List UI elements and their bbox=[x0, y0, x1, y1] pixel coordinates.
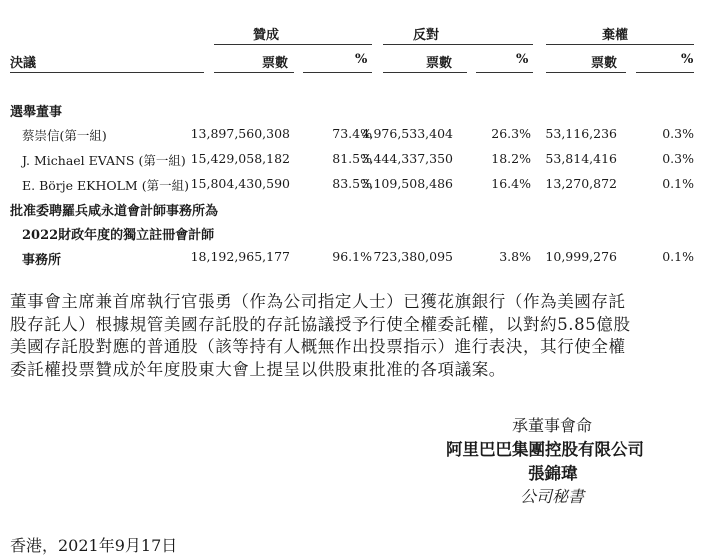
abstain-votes-rule bbox=[546, 72, 626, 73]
table-cell-for-votes: 18,192,965,177 bbox=[190, 249, 290, 264]
table-cell-against-votes: 723,380,095 bbox=[373, 249, 453, 264]
table-cell-abstain-pct: 0.1% bbox=[662, 249, 694, 264]
signature-order: 承董事會命 bbox=[512, 416, 593, 435]
table-cell-against-votes: 3,109,508,486 bbox=[361, 176, 453, 191]
against-pct-header: % bbox=[516, 52, 529, 67]
place-date: 香港，2021年9月17日 bbox=[10, 536, 178, 555]
for-pct-header: % bbox=[355, 52, 368, 67]
against-votes-rule bbox=[383, 72, 467, 73]
table-cell-against-pct: 3.8% bbox=[499, 249, 531, 264]
signature-title: 公司秘書 bbox=[520, 487, 585, 506]
paragraph-line: 美國存託股對應的普通股（該等持有人概無作出投票指示）進行表決，其行使全權 bbox=[10, 337, 626, 356]
resolution-header: 決議 bbox=[10, 56, 37, 71]
for-votes-header: 票數 bbox=[262, 56, 289, 71]
header-for-rule bbox=[214, 44, 372, 45]
header-for: 贊成 bbox=[253, 28, 280, 43]
table-cell-abstain-votes: 10,999,276 bbox=[545, 249, 617, 264]
header-abstain-rule bbox=[546, 44, 694, 45]
paragraph-line: 委託權投票贊成於年度股東大會上提呈以供股東批准的各項議案。 bbox=[10, 359, 506, 379]
table-cell-abstain-votes: 13,270,872 bbox=[545, 176, 617, 191]
table-row-name: J. Michael EVANS (第一組) bbox=[22, 153, 186, 168]
auditor-resolution-line1: 批准委聘羅兵咸永道會計師事務所為 bbox=[10, 204, 219, 219]
table-cell-against-votes: 3,444,337,350 bbox=[361, 151, 453, 166]
table-row-name: E. Börje EKHOLM (第一組) bbox=[22, 178, 189, 193]
against-pct-rule bbox=[476, 72, 533, 73]
paragraph-line: 股存託人）根據規管美國存託股的存託協議授予行使全權委託權，以對約5.85億股 bbox=[10, 314, 631, 334]
abstain-pct-header: % bbox=[681, 52, 694, 67]
table-cell-against-pct: 16.4% bbox=[491, 176, 531, 191]
header-abstain: 棄權 bbox=[602, 28, 629, 43]
resolution-rule bbox=[10, 72, 204, 73]
against-votes-header: 票數 bbox=[426, 56, 453, 71]
abstain-pct-rule bbox=[636, 72, 694, 73]
table-cell-for-pct: 81.5% bbox=[332, 151, 372, 166]
for-pct-rule bbox=[303, 72, 372, 73]
section-elect-directors: 選舉董事 bbox=[10, 105, 63, 120]
table-cell-abstain-pct: 0.3% bbox=[662, 126, 694, 141]
for-votes-rule bbox=[214, 72, 294, 73]
table-cell-for-pct: 83.5% bbox=[332, 176, 372, 191]
table-cell-against-pct: 26.3% bbox=[491, 126, 531, 141]
paragraph-line: 董事會主席兼首席執行官張勇（作為公司指定人士）已獲花旗銀行（作為美國存託 bbox=[10, 292, 626, 311]
header-against-rule bbox=[383, 44, 533, 45]
table-cell-abstain-votes: 53,814,416 bbox=[545, 151, 617, 166]
proxy-paragraph bbox=[10, 291, 700, 381]
table-cell-for-votes: 13,897,560,308 bbox=[190, 126, 290, 141]
table-cell-against-votes: 4,976,533,404 bbox=[361, 126, 453, 141]
table-cell-for-votes: 15,429,058,182 bbox=[190, 151, 290, 166]
table-cell-for-pct: 96.1% bbox=[332, 249, 372, 264]
table-row-name: 蔡崇信(第一組) bbox=[22, 128, 107, 143]
abstain-votes-header: 票數 bbox=[591, 56, 618, 71]
header-against: 反對 bbox=[413, 28, 440, 43]
table-cell-abstain-votes: 53,116,236 bbox=[545, 126, 617, 141]
table-cell-for-votes: 15,804,430,590 bbox=[190, 176, 290, 191]
signature-company: 阿里巴巴集團控股有限公司 bbox=[446, 440, 644, 459]
table-cell-abstain-pct: 0.1% bbox=[662, 176, 694, 191]
table-cell-for-pct: 73.4% bbox=[332, 126, 372, 141]
signature-name: 張錦瑋 bbox=[528, 464, 578, 483]
table-cell-abstain-pct: 0.3% bbox=[662, 151, 694, 166]
table-cell-against-pct: 18.2% bbox=[491, 151, 531, 166]
auditor-resolution-line2: 2022財政年度的獨立註冊會計師 bbox=[22, 228, 215, 243]
auditor-resolution-line3: 事務所 bbox=[22, 253, 62, 268]
